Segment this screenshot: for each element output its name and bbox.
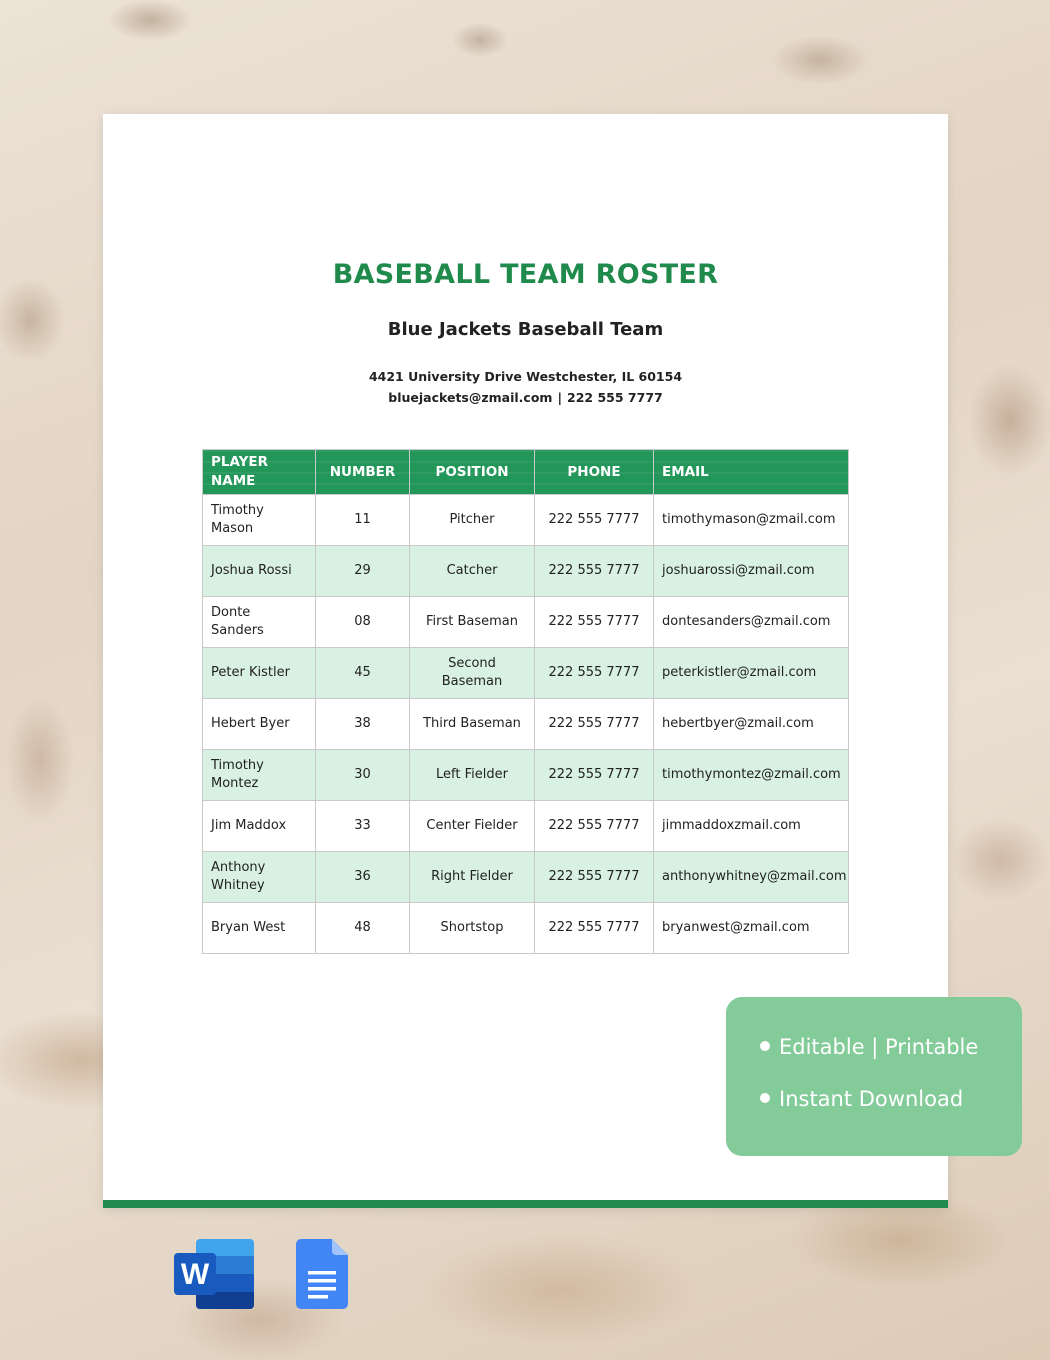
table-row [203, 597, 849, 648]
table-row [203, 546, 849, 597]
cell-number: 29 [316, 546, 410, 597]
cell-number: 11 [316, 495, 410, 546]
cell-position: Second Baseman [410, 648, 535, 699]
cell-number: 36 [316, 852, 410, 903]
cell-number: 45 [316, 648, 410, 699]
cell-email: timothymason@zmail.com [654, 495, 849, 546]
cell-phone: 222 555 7777 [535, 699, 654, 750]
cell-player-name: Bryan West [203, 903, 316, 954]
cell-phone: 222 555 7777 [535, 801, 654, 852]
cell-email: joshuarossi@zmail.com [654, 546, 849, 597]
cell-number: 30 [316, 750, 410, 801]
table-row [203, 750, 849, 801]
cell-position: Pitcher [410, 495, 535, 546]
table-header-row [203, 450, 849, 495]
cell-phone: 222 555 7777 [535, 750, 654, 801]
cell-player-name: Timothy Montez [203, 750, 316, 801]
cell-player-name: Peter Kistler [203, 648, 316, 699]
header-email: EMAIL [654, 450, 849, 495]
cell-position: Catcher [410, 546, 535, 597]
bullet-icon [760, 1041, 770, 1051]
team-address: 4421 University Drive Westchester, IL 60154 [368, 369, 683, 384]
cell-email: bryanwest@zmail.com [654, 903, 849, 954]
cell-number: 08 [316, 597, 410, 648]
cell-email: dontesanders@zmail.com [654, 597, 849, 648]
microsoft-word-icon[interactable] [174, 1239, 254, 1309]
badge-feature-editable [760, 1035, 978, 1059]
header-player-name: PLAYER NAME [203, 450, 316, 495]
cell-position: Third Baseman [410, 699, 535, 750]
team-email: bluejackets@zmail.com [388, 390, 553, 405]
cell-phone: 222 555 7777 [535, 648, 654, 699]
cell-phone: 222 555 7777 [535, 852, 654, 903]
bullet-icon [760, 1093, 770, 1103]
cell-email: peterkistler@zmail.com [654, 648, 849, 699]
cell-position: Shortstop [410, 903, 535, 954]
cell-phone: 222 555 7777 [535, 597, 654, 648]
contact-separator: | [557, 390, 563, 405]
team-contact [103, 390, 948, 405]
header-position: POSITION [410, 450, 535, 495]
roster-table [202, 449, 849, 954]
cell-email: timothymontez@zmail.com [654, 750, 849, 801]
team-phone: 222 555 7777 [567, 390, 663, 405]
table-row [203, 699, 849, 750]
cell-number: 48 [316, 903, 410, 954]
cell-phone: 222 555 7777 [535, 903, 654, 954]
word-letter: W [180, 1258, 210, 1291]
table-row [203, 852, 849, 903]
team-name: Blue Jackets Baseball Team [387, 319, 664, 340]
cell-phone: 222 555 7777 [535, 546, 654, 597]
cell-phone: 222 555 7777 [535, 495, 654, 546]
header-phone: PHONE [535, 450, 654, 495]
header-number: NUMBER [316, 450, 410, 495]
cell-player-name: Timothy Mason [203, 495, 316, 546]
badge-feature-download [760, 1087, 963, 1111]
badge-line-1: Editable | Printable [779, 1035, 979, 1059]
table-row [203, 495, 849, 546]
cell-number: 38 [316, 699, 410, 750]
cell-number: 33 [316, 801, 410, 852]
cell-player-name: Jim Maddox [203, 801, 316, 852]
cell-player-name: Anthony Whitney [203, 852, 316, 903]
cell-position: First Baseman [410, 597, 535, 648]
features-badge [726, 997, 1022, 1156]
cell-player-name: Donte Sanders [203, 597, 316, 648]
table-row [203, 801, 849, 852]
cell-email: hebertbyer@zmail.com [654, 699, 849, 750]
google-docs-icon[interactable] [296, 1239, 348, 1309]
cell-email: anthonywhitney@zmail.com [654, 852, 849, 903]
table-row [203, 903, 849, 954]
table-row [203, 648, 849, 699]
cell-position: Center Fielder [410, 801, 535, 852]
cell-player-name: Hebert Byer [203, 699, 316, 750]
badge-line-2: Instant Download [779, 1087, 964, 1111]
cell-email: jimmaddoxzmail.com [654, 801, 849, 852]
page-title: BASEBALL TEAM ROSTER [332, 259, 719, 290]
cell-player-name: Joshua Rossi [203, 546, 316, 597]
cell-position: Left Fielder [410, 750, 535, 801]
cell-position: Right Fielder [410, 852, 535, 903]
